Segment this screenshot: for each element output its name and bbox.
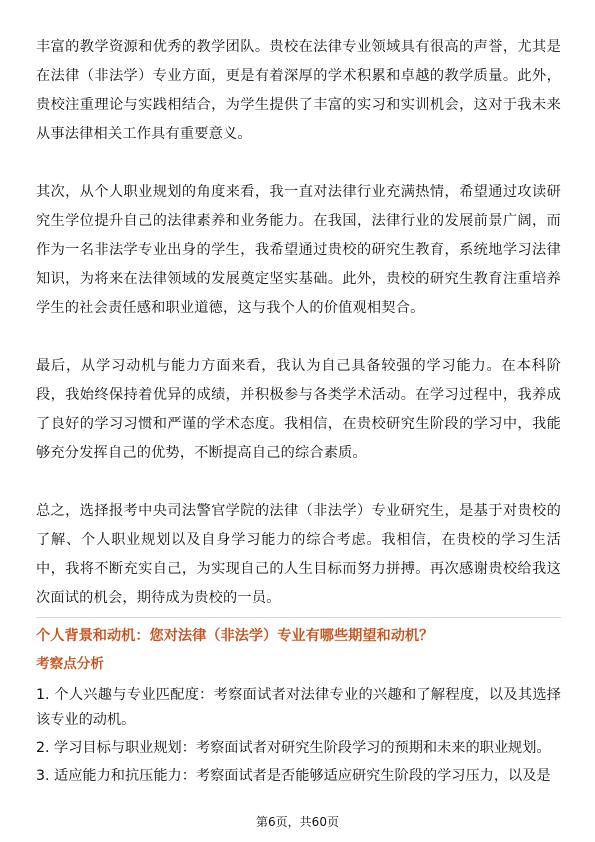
answer-paragraph-3: 最后，从学习动机与能力方面来看，我认为自己具备较强的学习能力。在本科阶段，我始终保持着优异的成绩，并积极参与各类学术活动。在学习过程中，我养成了良好的学习习惯和严谨的学术态度。我相信，在贵校研究生阶段的学习中，我能够充分发挥自己的优势，不断提高自己的综合素质。 (36, 358, 561, 461)
analysis-heading: 考察点分析 (36, 656, 104, 672)
analysis-item: 1. 个人兴趣与专业匹配度：考察面试者对法律专业的兴趣和了解程度，以及其选择该专业的动机。 (36, 687, 561, 728)
answer-paragraph-1: 丰富的教学资源和优秀的教学团队。贵校在法律专业领域具有很高的声誉，尤其是在法律（非法学）专业方面，更是有着深厚的学术积累和卓越的教学质量。此外，贵校注重理论与实践相结合，为学生提供了丰富的实习和实训机会，这对于我未来从事法律相关工作具有重要意义。 (36, 39, 561, 142)
answer-paragraph-4: 总之，选择报考中央司法警官学院的法律（非法学）专业研究生，是基于对贵校的了解、个人职业规划以及自身学习能力的综合考虑。我相信，在贵校的学习生活中，我将不断充实自己，为实现自己的人生目标而努力拼搏。再次感谢贵校给我这次面试的机会，期待成为贵校的一员。 (36, 503, 561, 606)
answer-body (36, 33, 561, 613)
analysis-list (36, 683, 561, 792)
page-number-footer: 第6页，共60页 (256, 815, 339, 829)
section-divider (36, 617, 561, 618)
analysis-item: 3. 适应能力和抗压能力：考察面试者是否能够适应研究生阶段的学习压力，以及是 (36, 768, 551, 784)
analysis-item: 2. 学习目标与职业规划：考察面试者对研究生阶段学习的预期和未来的职业规划。 (36, 740, 551, 756)
question-heading: 个人背景和动机：您对法律（非法学）专业有哪些期望和动机？ (36, 628, 434, 644)
answer-paragraph-2: 其次，从个人职业规划的角度来看，我一直对法律行业充满热情，希望通过攻读研究生学位提升自己的法律素养和业务能力。在我国，法律行业的发展前景广阔，而作为一名非法学专业出身的学生，我希望通过贵校的研究生教育，系统地学习法律知识，为将来在法律领域的发展奠定坚实基础。此外，贵校的研究生教育注重培养学生的社会责任感和职业道德，这与我个人的价值观相契合。 (36, 184, 561, 316)
